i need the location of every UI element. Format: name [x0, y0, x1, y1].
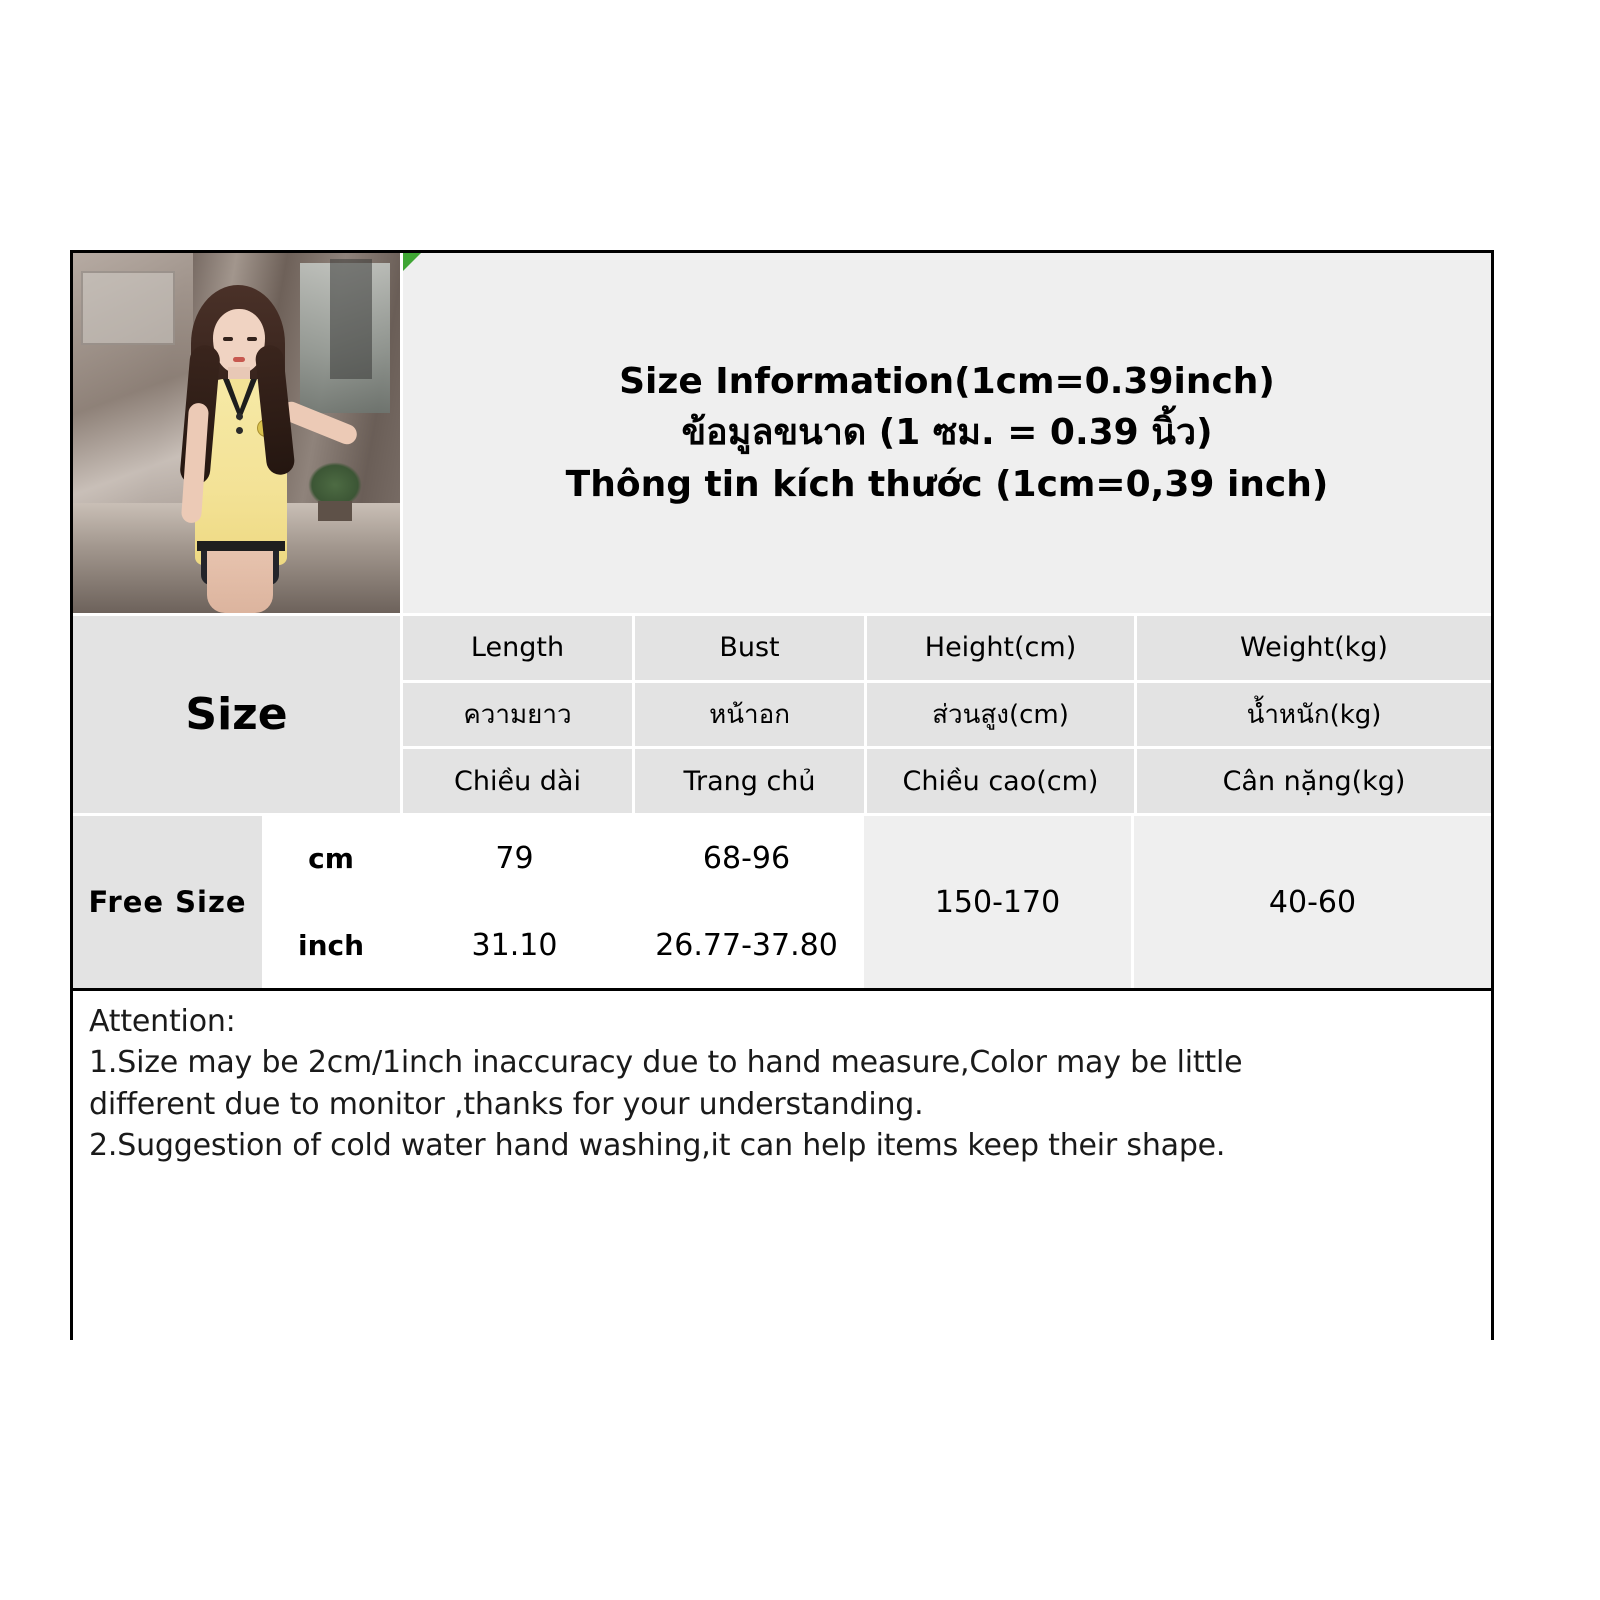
height-value: 150-170 [864, 816, 1134, 988]
photo-window-frame [330, 259, 372, 379]
product-photo [73, 253, 403, 613]
header-bust-th: หน้าอก [635, 683, 864, 750]
row-label-free-size: Free Size [73, 816, 265, 988]
header-height-th: ส่วนสูง(cm) [867, 683, 1134, 750]
attention-block [73, 988, 1491, 1340]
header-height-vi: Chiều cao(cm) [867, 749, 1134, 813]
bust-cm-value: 68-96 [632, 816, 861, 904]
length-cm-value: 79 [400, 816, 629, 904]
attention-line-2: 2.Suggestion of cold water hand washing,it can help items keep their shape. [89, 1128, 1226, 1164]
header-bust-en: Bust [635, 616, 864, 683]
card-header [73, 253, 1491, 613]
value-column-bust [632, 816, 864, 988]
length-inch-value: 31.10 [400, 904, 629, 989]
photo-model-eye-right [247, 337, 257, 341]
photo-dress-hem [197, 541, 285, 551]
header-weight-vi: Cân nặng(kg) [1137, 749, 1491, 813]
header-height-en: Height(cm) [867, 616, 1134, 683]
photo-dress-button-top [236, 413, 243, 420]
header-weight-th: น้ำหนัก(kg) [1137, 683, 1491, 750]
photo-wall-panel [81, 271, 175, 345]
header-col-height [867, 616, 1137, 813]
title-block [403, 253, 1491, 613]
header-col-bust [635, 616, 867, 813]
size-information-card [70, 250, 1494, 1340]
unit-cm: cm [265, 816, 397, 904]
title-line-vi: Thông tin kích thước (1cm=0,39 inch) [565, 463, 1329, 505]
green-corner-marker [403, 253, 421, 271]
value-column-length [400, 816, 632, 988]
header-length-vi: Chiều dài [403, 749, 632, 813]
bust-inch-value: 26.77-37.80 [632, 904, 861, 989]
weight-value: 40-60 [1134, 816, 1491, 988]
unit-inch: inch [265, 904, 397, 989]
header-weight-en: Weight(kg) [1137, 616, 1491, 683]
title-line-th: ข้อมูลขนาด (1 ซม. = 0.39 นิ้ว) [681, 412, 1213, 454]
header-columns [403, 616, 1491, 813]
attention-line-1a: 1.Size may be 2cm/1inch inaccuracy due to hand measure,Color may be little [89, 1045, 1243, 1081]
unit-column [265, 816, 400, 988]
photo-model-lips [233, 357, 245, 362]
photo-plant-pot [318, 501, 352, 521]
header-bust-vi: Trang chủ [635, 749, 864, 813]
photo-model-legs [207, 551, 273, 613]
size-header-label: Size [73, 616, 403, 813]
title-line-en: Size Information(1cm=0.39inch) [619, 360, 1275, 402]
attention-heading: Attention: [89, 1004, 236, 1039]
header-col-weight [1137, 616, 1491, 813]
header-length-en: Length [403, 616, 632, 683]
photo-model-eye-left [223, 337, 233, 341]
table-row [73, 813, 1491, 988]
column-headers [73, 613, 1491, 813]
header-col-length [403, 616, 635, 813]
header-length-th: ความยาว [403, 683, 632, 750]
photo-dress-button-bottom [236, 427, 243, 434]
attention-line-1b: different due to monitor ,thanks for your understanding. [89, 1086, 924, 1122]
